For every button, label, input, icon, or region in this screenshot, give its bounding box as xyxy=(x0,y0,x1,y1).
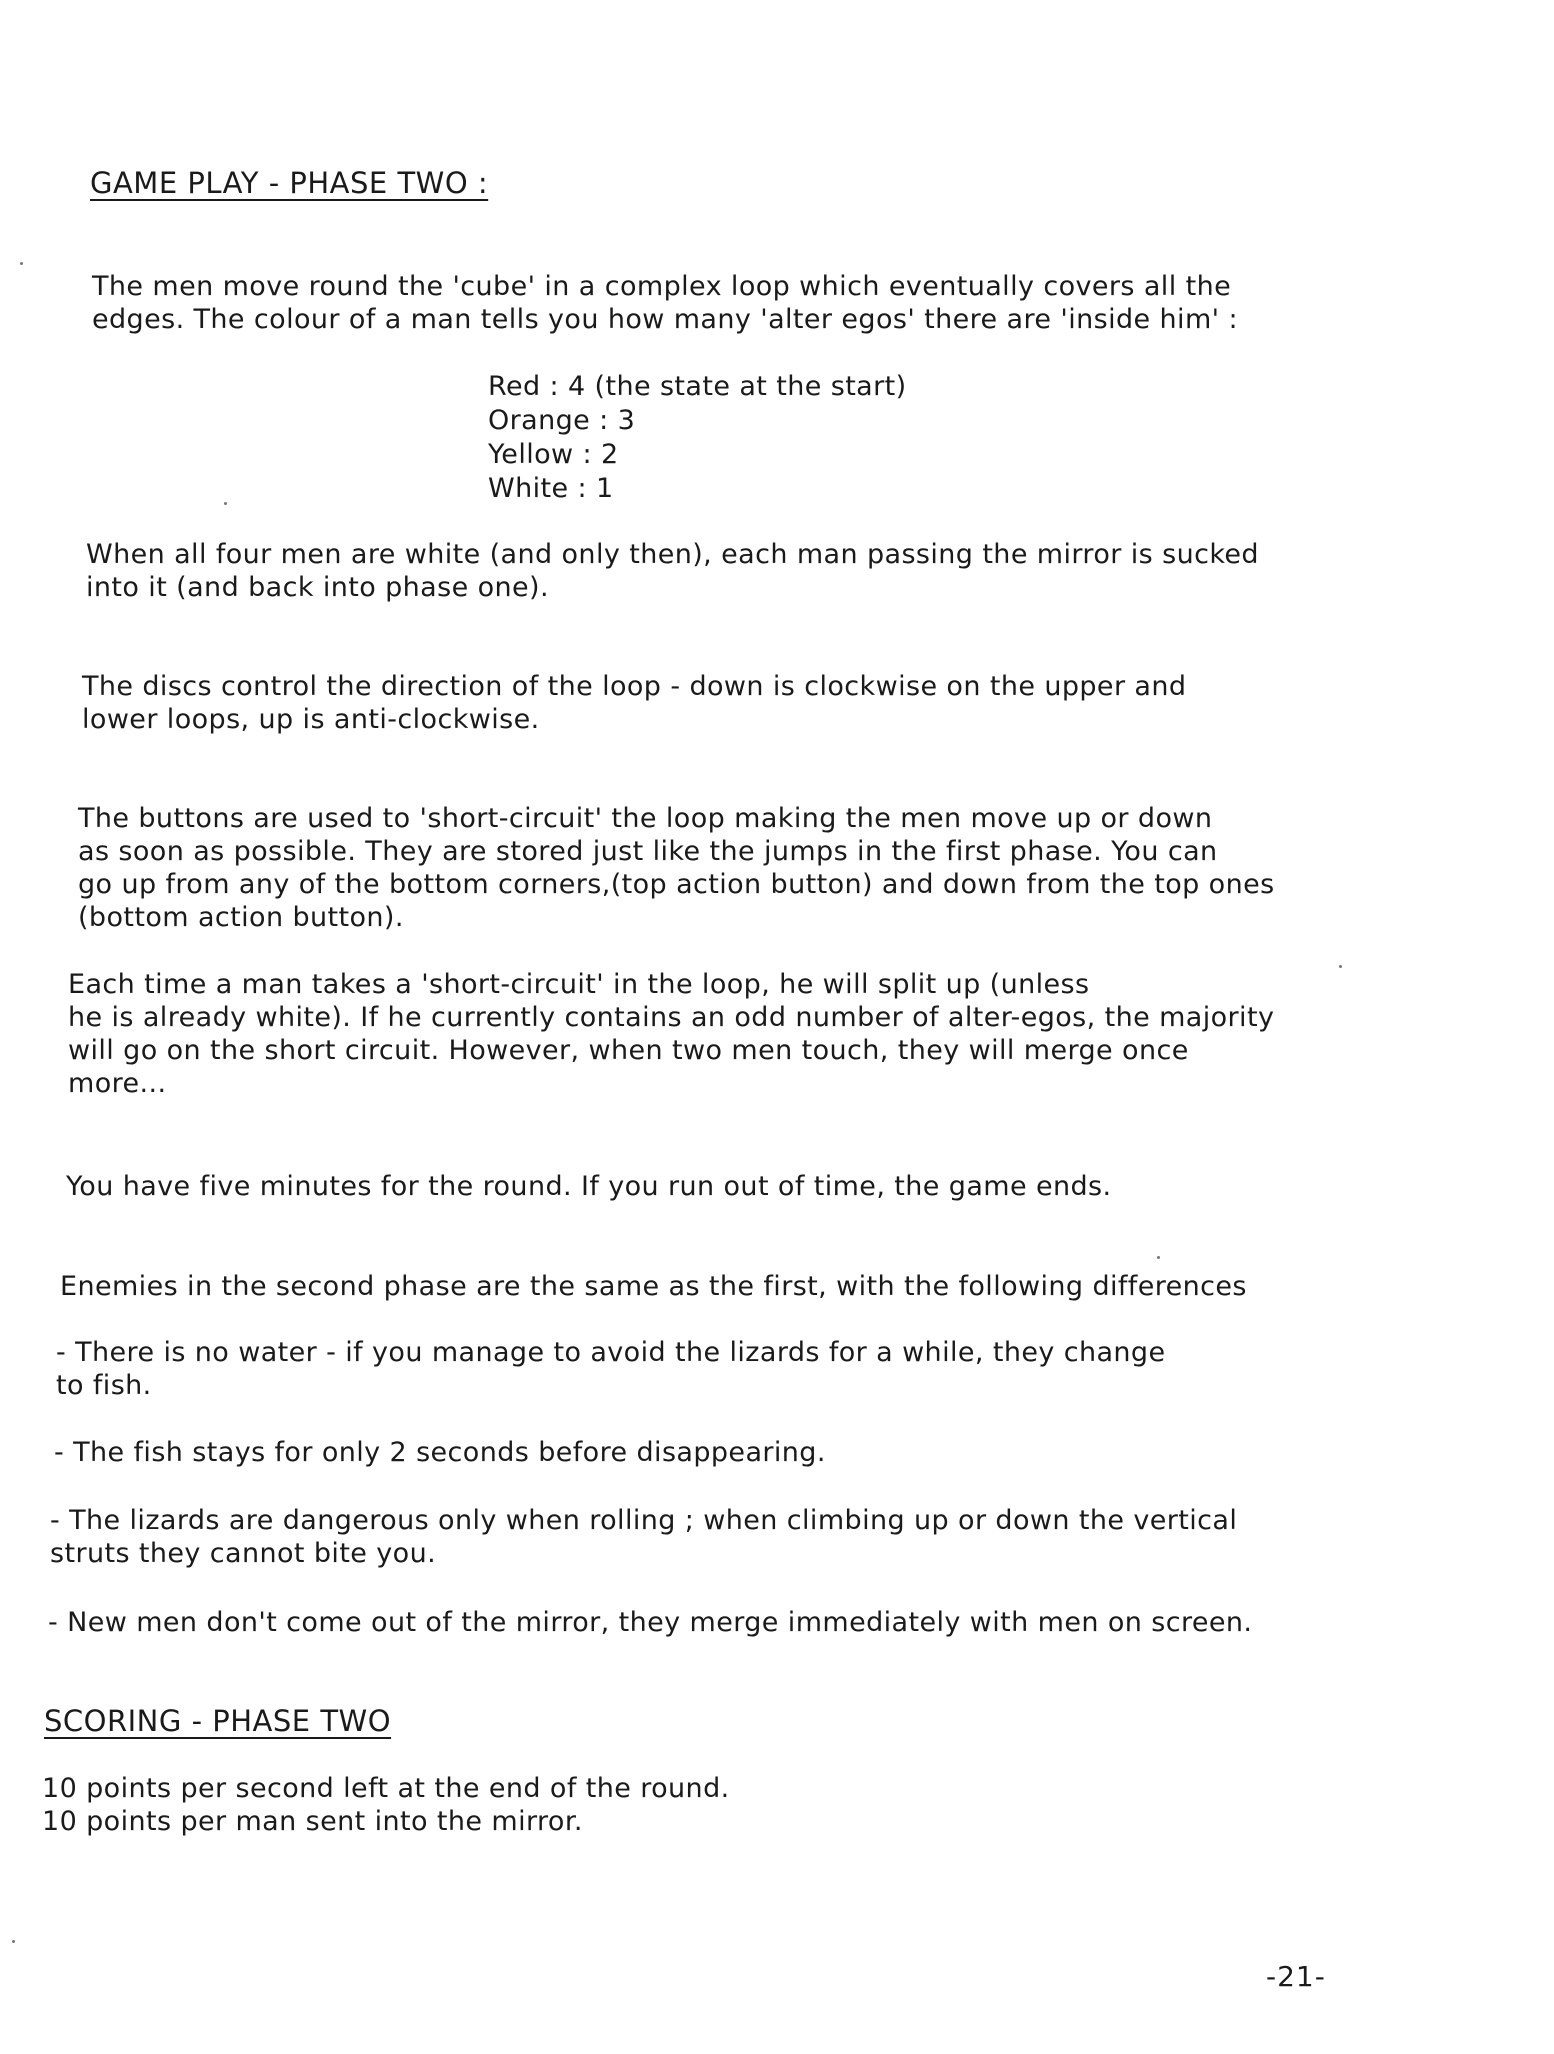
scan-speck xyxy=(1157,1256,1160,1259)
text-line: - The fish stays for only 2 seconds before disappearing. xyxy=(54,1437,826,1468)
text-line: lower loops, up is anti-clockwise. xyxy=(82,704,540,735)
scan-speck xyxy=(12,1940,15,1943)
difference-water xyxy=(56,1336,1166,1402)
split-paragraph xyxy=(68,968,1274,1100)
enemies-intro-paragraph xyxy=(60,1270,1247,1303)
color-count-list xyxy=(488,370,907,506)
text-line: as soon as possible. They are stored just like the jumps in the first phase. You can xyxy=(78,836,1218,867)
text-line: (bottom action button). xyxy=(78,902,404,933)
text-line: You have five minutes for the round. If you run out of time, the game ends. xyxy=(66,1171,1112,1202)
text-line: struts they cannot bite you. xyxy=(50,1538,437,1569)
text-line: When all four men are white (and only then), each man passing the mirror is sucked xyxy=(86,539,1259,570)
text-line: he is already white). If he currently contains an odd number of alter-egos, the majority xyxy=(68,1002,1275,1033)
difference-lizards xyxy=(50,1504,1237,1570)
game-play-phase-two-heading: GAME PLAY - PHASE TWO : xyxy=(90,166,489,200)
color-red-entry: Red : 4 (the state at the start) xyxy=(488,371,907,402)
scoring-phase-two-heading: SCORING - PHASE TWO xyxy=(44,1704,392,1738)
intro-paragraph xyxy=(92,270,1238,336)
scoring-line: 10 points per man sent into the mirror. xyxy=(42,1806,583,1837)
text-line: to fish. xyxy=(56,1370,152,1401)
text-line: more... xyxy=(68,1068,167,1099)
page-number: -21- xyxy=(1266,1960,1326,1993)
text-line: into it (and back into phase one). xyxy=(86,572,549,603)
scoring-line: 10 points per second left at the end of the round. xyxy=(42,1773,730,1804)
white-men-paragraph xyxy=(86,538,1259,604)
text-line: edges. The colour of a man tells you how many 'alter egos' there are 'inside him' : xyxy=(92,304,1238,335)
text-line: The men move round the 'cube' in a complex loop which eventually covers all the xyxy=(92,271,1232,302)
text-line: will go on the short circuit. However, when two men touch, they will merge once xyxy=(68,1035,1189,1066)
scan-speck xyxy=(20,262,23,265)
text-line: Enemies in the second phase are the same as the first, with the following differences xyxy=(60,1271,1247,1302)
scan-speck xyxy=(1339,965,1342,968)
color-orange-entry: Orange : 3 xyxy=(488,405,636,436)
buttons-paragraph xyxy=(78,802,1275,934)
text-line: The discs control the direction of the loop - down is clockwise on the upper and xyxy=(82,671,1187,702)
scan-speck xyxy=(224,502,227,505)
time-limit-paragraph xyxy=(66,1170,1111,1203)
text-line: go up from any of the bottom corners,(top action button) and down from the top ones xyxy=(78,869,1275,900)
difference-fish xyxy=(54,1436,826,1469)
color-white-entry: White : 1 xyxy=(488,473,614,504)
difference-new-men xyxy=(48,1606,1252,1639)
color-yellow-entry: Yellow : 2 xyxy=(488,439,619,470)
text-line: The buttons are used to 'short-circuit' the loop making the men move up or down xyxy=(78,803,1213,834)
text-line: Each time a man takes a 'short-circuit' in the loop, he will split up (unless xyxy=(68,969,1090,1000)
text-line: - New men don't come out of the mirror, they merge immediately with men on screen. xyxy=(48,1607,1253,1638)
text-line: - There is no water - if you manage to avoid the lizards for a while, they change xyxy=(56,1337,1166,1368)
text-line: - The lizards are dangerous only when rolling ; when climbing up or down the vertical xyxy=(50,1505,1238,1536)
scoring-list xyxy=(42,1772,730,1838)
discs-paragraph xyxy=(82,670,1186,736)
